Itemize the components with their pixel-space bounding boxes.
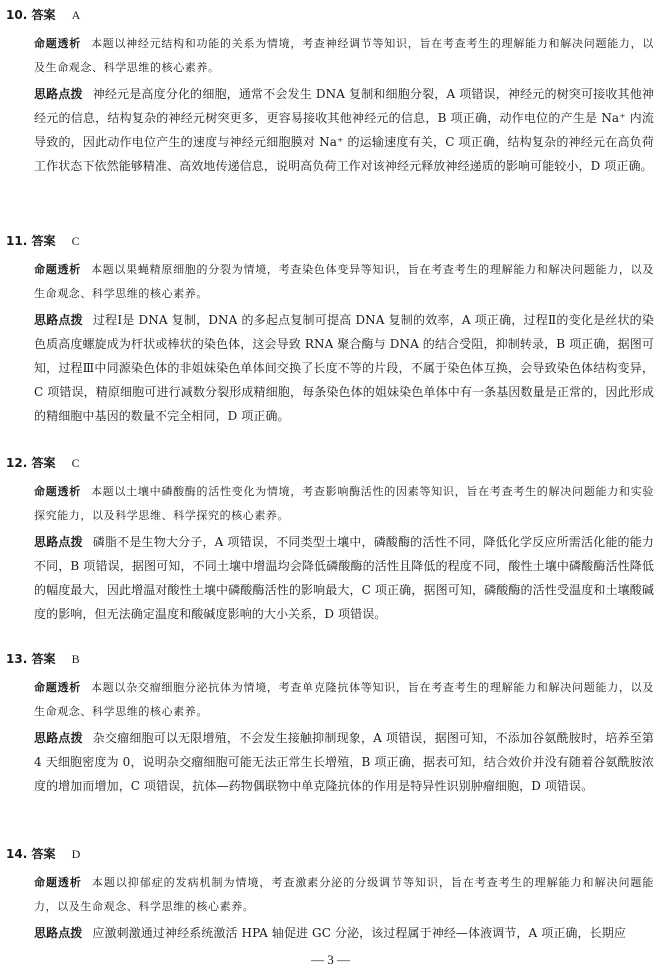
focus-label: 命题透析 [34,37,81,50]
answer-label: 答案 [31,234,56,248]
question-13 [6,650,656,798]
answer-line [6,454,656,474]
answer-label: 答案 [31,8,56,22]
focus-text: 本题以土壤中磷酸酶的活性变化为情境，考查影响酶活性的因素等知识，旨在考查考生的解决问题能力和实验探究能力，以及科学思维、科学探究的核心素养。 [34,485,654,522]
answer-line [6,6,656,26]
explain-text: 神经元是高度分化的细胞，通常不会发生 DNA 复制和细胞分裂，A 项错误，神经元的树突可接收其他神经元的信息，结构复杂的神经元树突更多，更容易接收其他神经元的信息，B 项正确，动作电位的产生是 Na⁺ 内流导致的，因此动作电位产生的速度与神经元细胞膜对 Na⁺ 的运输速度有关，C 项正确，结构复杂的神经元在高负荷工作状态下依然能够精准、高效地传递信息，说明高负荷工作对该神经元释放神经递质的影响可能较小，D 项正确。 [34,87,654,173]
focus-label: 命题透析 [34,263,81,276]
answer-value: D [71,847,81,861]
explain-label: 思路点拨 [34,87,83,101]
explain-label: 思路点拨 [34,313,83,327]
explain-block [34,530,654,626]
explain-label: 思路点拨 [34,535,83,549]
focus-block [34,32,654,80]
question-number: 11. [6,234,28,248]
explain-text: 杂交瘤细胞可以无限增殖，不会发生接触抑制现象，A 项错误，据图可知，不添加谷氨酰胺时，培养至第 4 天细胞密度为 0，说明杂交瘤细胞可能无法正常生长增殖，B 项正确，据表可知，结合效价并没有随着谷氨酰胺浓度的增加而增加，C 项错误，抗体—药物偶联物中单克隆抗体的作用是特异性识别肿瘤细胞，D 项错误。 [34,731,654,793]
question-number: 10. [6,8,28,22]
focus-label: 命题透析 [34,485,81,498]
explain-block [34,921,654,945]
focus-text: 本题以果蝇精原细胞的分裂为情境，考查染色体变异等知识，旨在考查考生的理解能力和解决问题能力，以及生命观念、科学思维的核心素养。 [34,263,654,300]
question-11 [6,232,656,428]
explain-block [34,82,654,178]
focus-text: 本题以抑郁症的发病机制为情境，考查激素分泌的分级调节等知识，旨在考查考生的理解能力和解决问题能力，以及生命观念、科学思维的核心素养。 [34,876,654,913]
explain-text: 磷脂不是生物大分子，A 项错误，不同类型土壤中，磷酸酶的活性不同，降低化学反应所需活化能的能力不同，B 项错误，据图可知，不同土壤中增温均会降低磷酸酶的活性且降低的程度不同，酸性土壤中磷酸酶活性降低的幅度最大，因此增温对酸性土壤中磷酸酶活性的影响最大，C 项正确，据图可知，磷酸酶的活性受温度和土壤酸碱度的影响，但无法确定温度和酸碱度影响的大小关系，D 项错误。 [34,535,654,621]
answer-value: B [71,652,80,666]
answer-value: C [71,456,80,470]
explain-label: 思路点拨 [34,731,83,745]
answer-line [6,232,656,252]
explain-block [34,308,654,428]
focus-label: 命题透析 [34,681,81,694]
focus-block [34,258,654,306]
question-number: 14. [6,847,28,861]
explain-block [34,726,654,798]
explain-label: 思路点拨 [34,926,83,940]
question-10 [6,6,656,178]
explain-text: 应激刺激通过神经系统激活 HPA 轴促进 GC 分泌，该过程属于神经—体液调节，A 项正确，长期应 [92,926,626,940]
answer-value: C [71,234,80,248]
focus-label: 命题透析 [34,876,82,889]
answer-label: 答案 [31,652,56,666]
focus-block [34,480,654,528]
focus-block [34,871,654,919]
question-number: 13. [6,652,28,666]
answer-line [6,650,656,670]
page-number: — 3 — [311,952,350,967]
question-number: 12. [6,456,28,470]
focus-block [34,676,654,724]
focus-text: 本题以杂交瘤细胞分泌抗体为情境，考查单克隆抗体等知识，旨在考查考生的理解能力和解决问题能力，以及生命观念、科学思维的核心素养。 [34,681,654,718]
question-12 [6,454,656,626]
explain-text: 过程Ⅰ是 DNA 复制，DNA 的多起点复制可提高 DNA 复制的效率，A 项正确，过程Ⅱ的变化是丝状的染色质高度螺旋成为杆状或棒状的染色体，这会导致 RNA 聚合酶与 DNA 的结合受阻，抑制转录，B 项正确，据图可知，过程Ⅲ中同源染色体的非姐妹染色单体间交换了长度不等的片段，不属于染色体互换，会导致染色体结构变异，C 项错误，精原细胞可进行减数分裂形成精细胞，每条染色体的姐妹染色单体中有一条基因数量是正常的，因此形成的精细胞中基因的数量不完全相同，D 项正确。 [34,313,654,423]
question-14 [6,845,656,945]
answer-label: 答案 [31,847,56,861]
focus-text: 本题以神经元结构和功能的关系为情境，考查神经调节等知识，旨在考查考生的理解能力和解决问题能力，以及生命观念、科学思维的核心素养。 [34,37,654,74]
answer-label: 答案 [31,456,56,470]
answer-value: A [71,8,81,22]
answer-line [6,845,656,865]
